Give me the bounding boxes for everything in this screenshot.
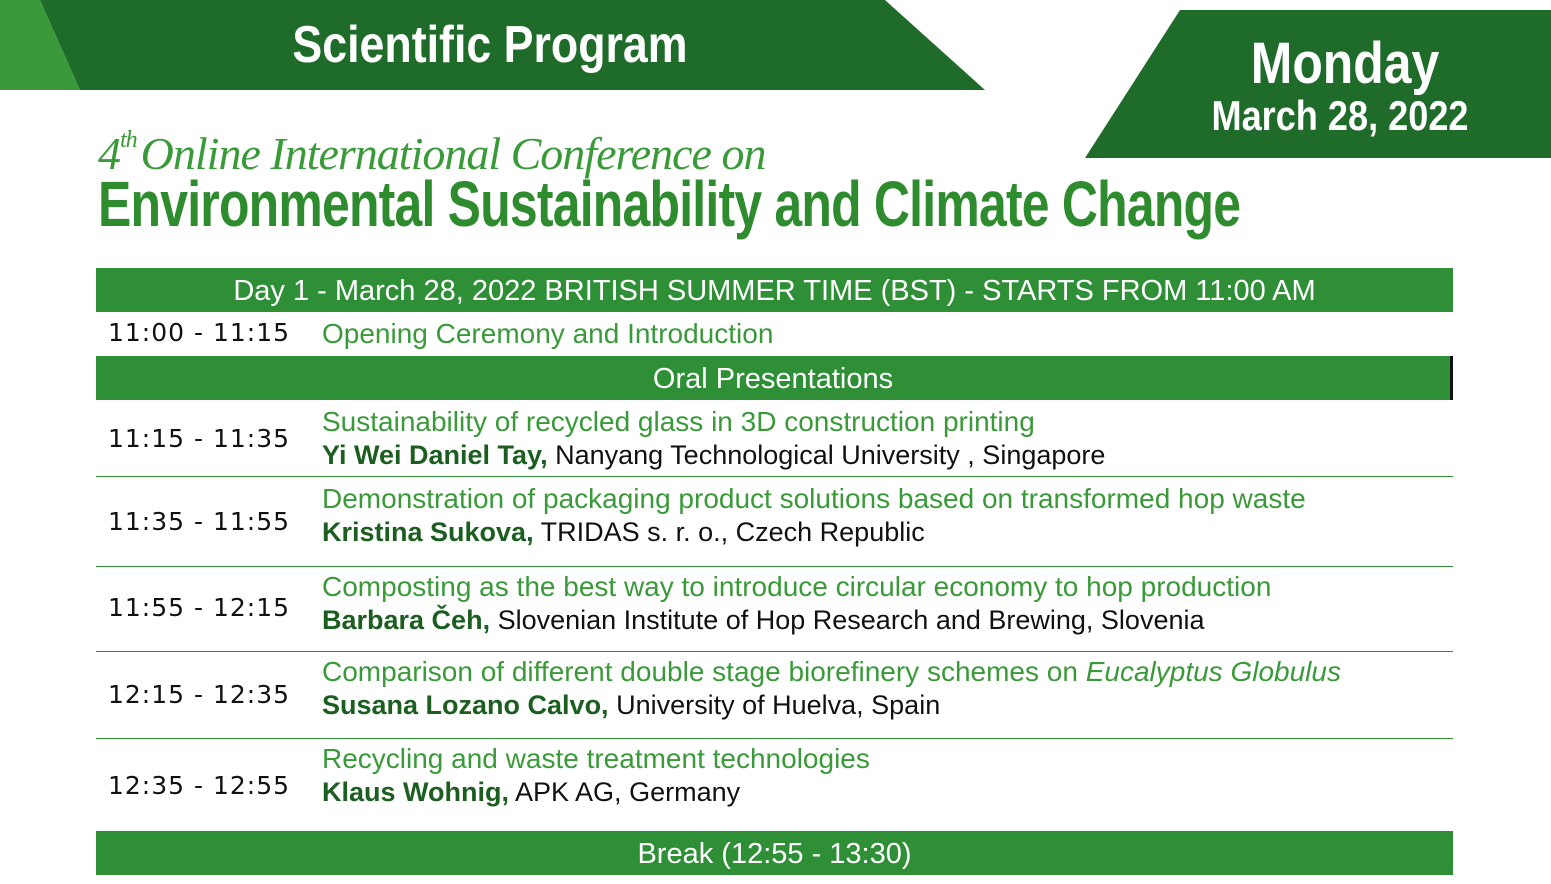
program-banner bbox=[0, 0, 985, 90]
oral-presentations-bar: Oral Presentations bbox=[96, 356, 1453, 400]
break-bar: Break (12:55 - 13:30) bbox=[96, 831, 1453, 875]
talk-row bbox=[96, 400, 1453, 477]
speaker-affiliation: APK AG, Germany bbox=[509, 777, 741, 807]
talk-speaker bbox=[322, 690, 940, 721]
day-date: March 28, 2022 bbox=[1211, 92, 1469, 139]
speaker-affiliation: Nanyang Technological University , Singapore bbox=[547, 440, 1106, 470]
talk-title-species: Eucalyptus Globulus bbox=[1085, 656, 1341, 687]
program-title: Scientific Program bbox=[292, 16, 688, 74]
talk-time: 12:15 - 12:35 bbox=[108, 680, 291, 709]
talk-title: Demonstration of packaging product solutions based on transformed hop waste bbox=[322, 483, 1306, 514]
talk-row bbox=[96, 739, 1453, 831]
talk-speaker bbox=[322, 517, 925, 548]
talk-speaker bbox=[322, 605, 1205, 636]
talk-title: Recycling and waste treatment technologies bbox=[322, 743, 870, 774]
speaker-name: Klaus Wohnig, bbox=[322, 777, 509, 807]
speaker-name: Yi Wei Daniel Tay, bbox=[322, 440, 548, 470]
talk-time: 11:15 - 11:35 bbox=[108, 424, 291, 453]
day-name: Monday bbox=[1250, 31, 1440, 96]
talk-title-text: Comparison of different double stage biorefinery schemes on bbox=[322, 656, 1086, 687]
speaker-affiliation: TRIDAS s. r. o., Czech Republic bbox=[533, 517, 925, 547]
schedule-table bbox=[96, 268, 1453, 875]
talk-title: Composting as the best way to introduce circular economy to hop production bbox=[322, 571, 1272, 602]
conference-ordinal: 4 bbox=[98, 128, 120, 179]
opening-time: 11:00 - 11:15 bbox=[108, 318, 291, 347]
speaker-affiliation: University of Huelva, Spain bbox=[608, 690, 941, 720]
talk-time: 12:35 - 12:55 bbox=[108, 771, 291, 800]
day-bar: Day 1 - March 28, 2022 BRITISH SUMMER TIME (BST) - STARTS FROM 11:00 AM bbox=[96, 268, 1453, 312]
speaker-name: Barbara Čeh, bbox=[322, 605, 491, 635]
talk-time: 11:55 - 12:15 bbox=[108, 593, 291, 622]
talk-speaker bbox=[322, 440, 1105, 471]
talk-title: Sustainability of recycled glass in 3D construction printing bbox=[322, 406, 1035, 437]
talk-row bbox=[96, 567, 1453, 652]
conference-subtitle-text: Online International Conference on bbox=[140, 128, 766, 179]
talk-title bbox=[322, 656, 1341, 688]
opening-title: Opening Ceremony and Introduction bbox=[322, 318, 774, 349]
speaker-name: Kristina Sukova, bbox=[322, 517, 534, 547]
conference-title: Environmental Sustainability and Climate Change bbox=[98, 168, 1241, 240]
opening-row bbox=[96, 312, 1453, 356]
talk-speaker bbox=[322, 777, 740, 808]
talk-row bbox=[96, 477, 1453, 567]
talk-row bbox=[96, 652, 1453, 739]
speaker-name: Susana Lozano Calvo, bbox=[322, 690, 609, 720]
talk-time: 11:35 - 11:55 bbox=[108, 507, 291, 536]
speaker-affiliation: Slovenian Institute of Hop Research and Brewing, Slovenia bbox=[490, 605, 1205, 635]
conference-ordinal-suffix: th bbox=[120, 127, 137, 153]
